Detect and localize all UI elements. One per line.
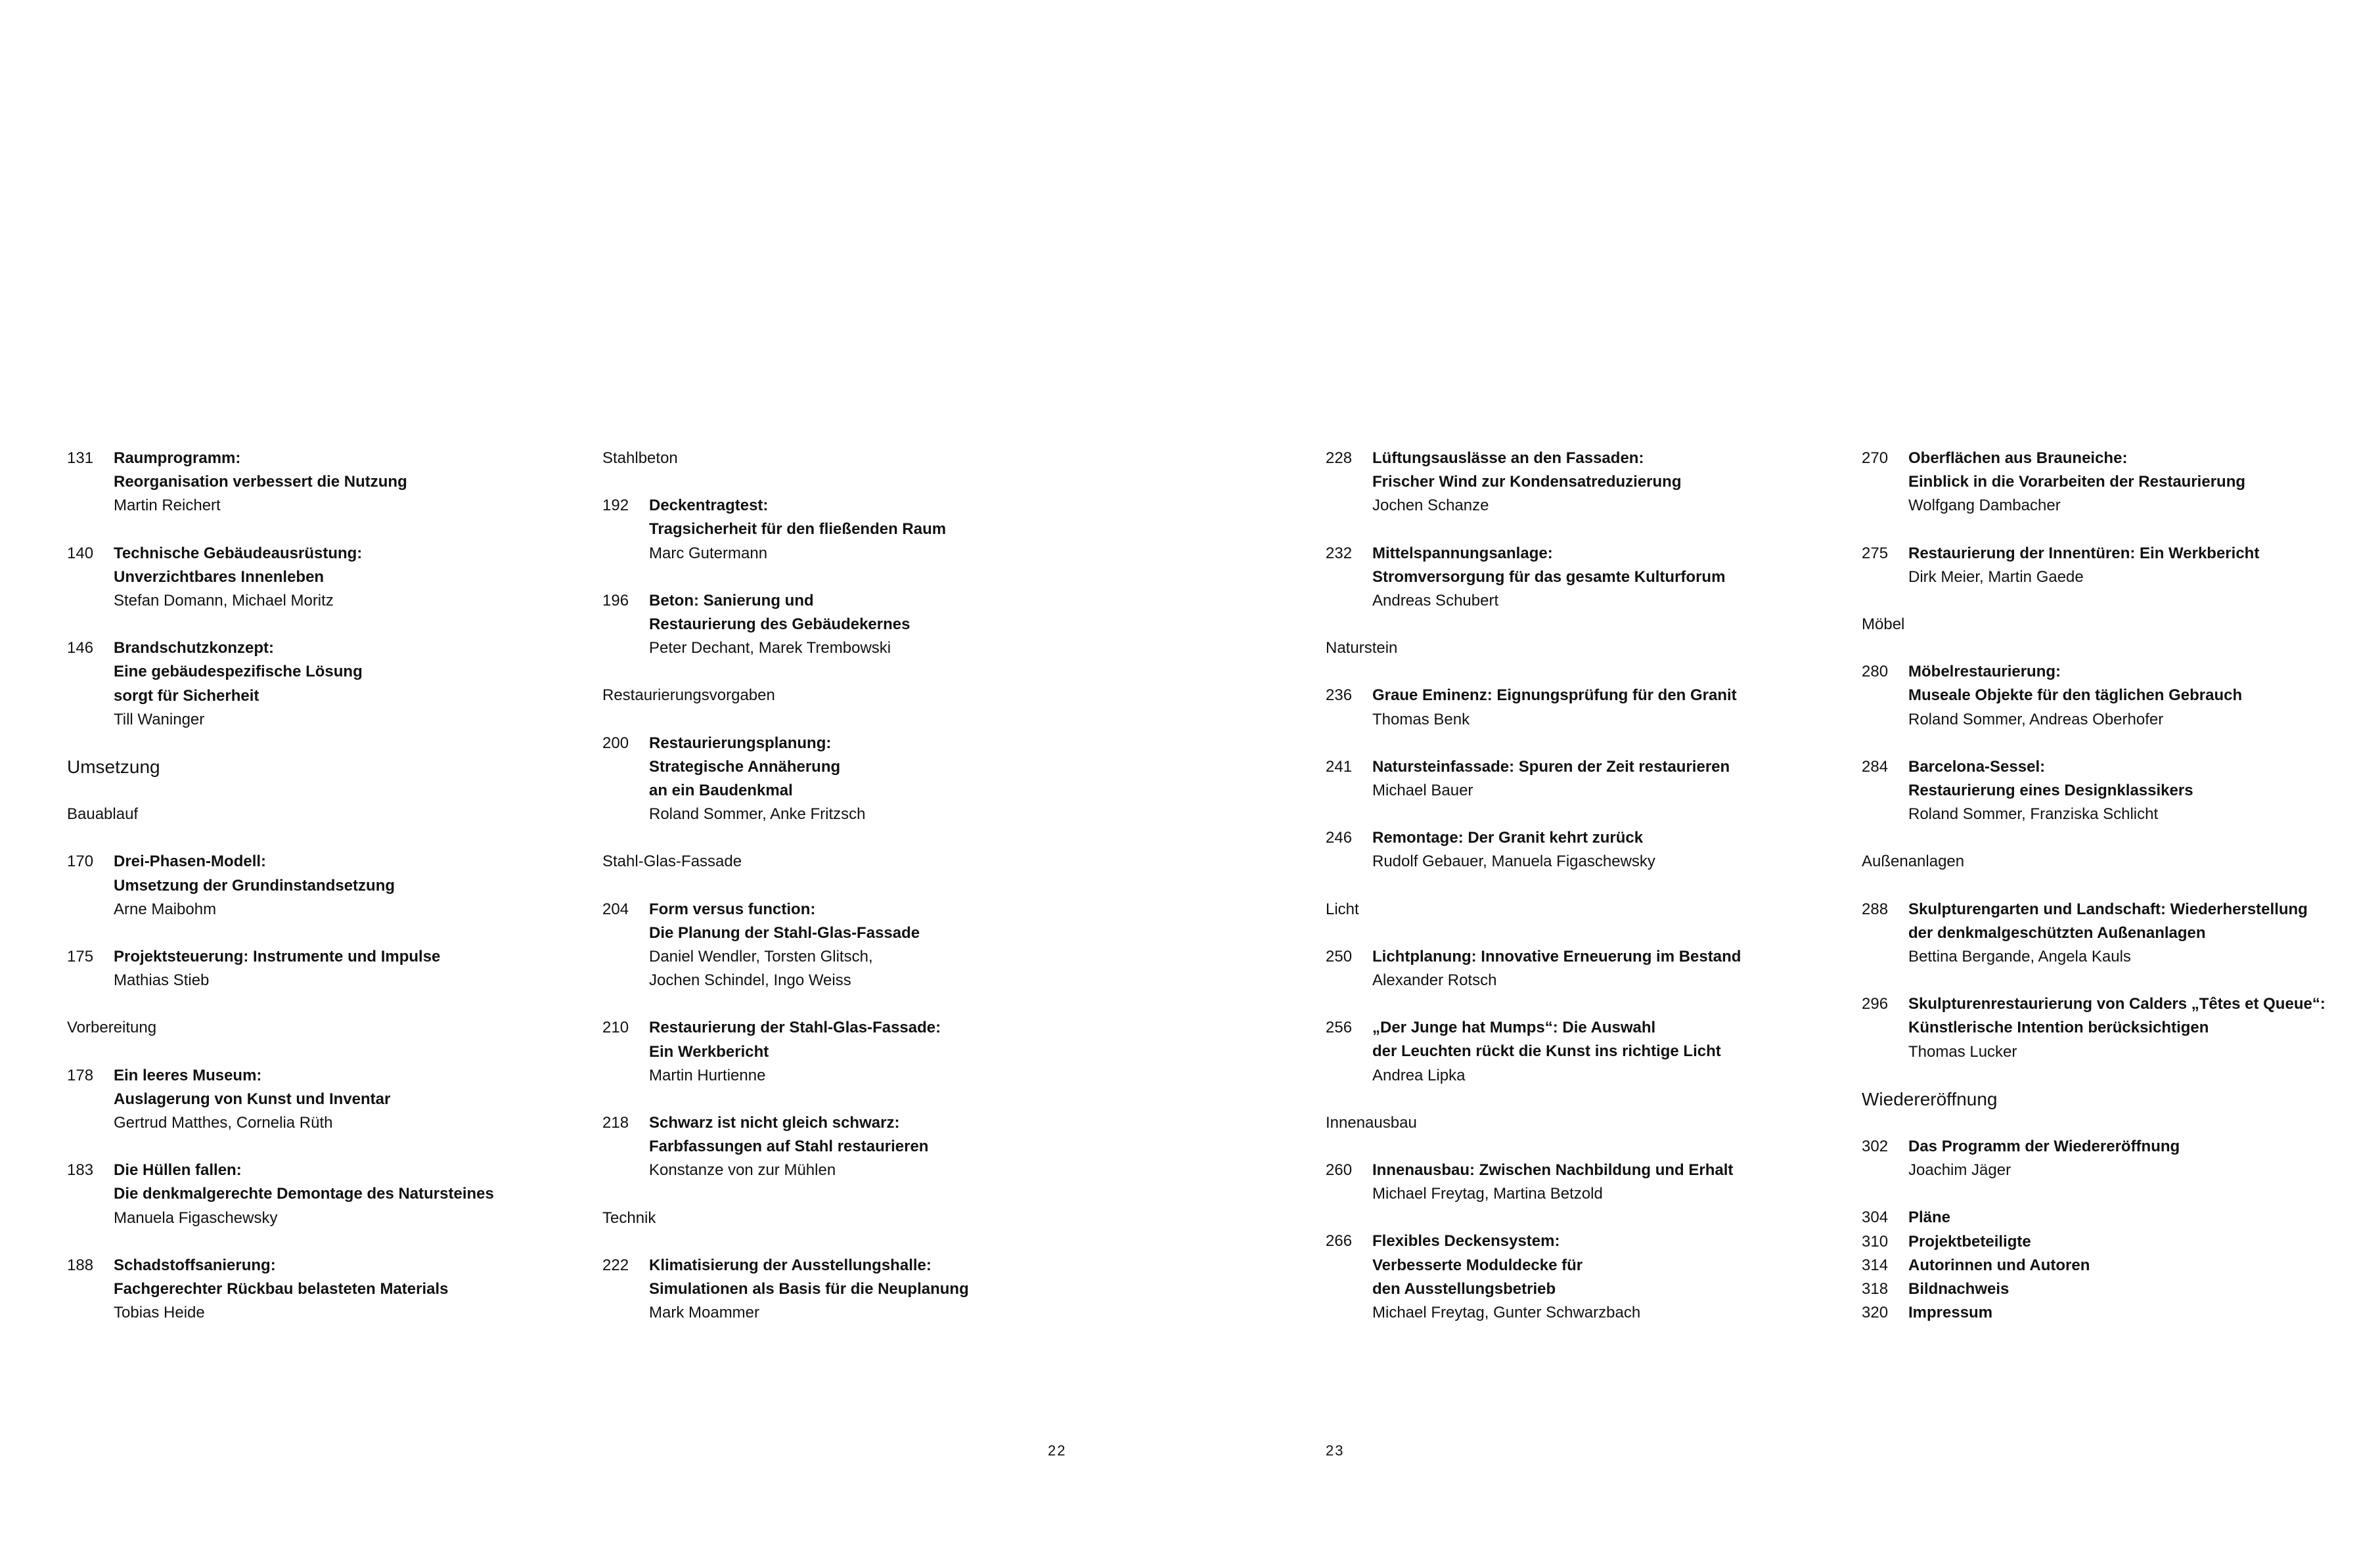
toc-entry-text xyxy=(1908,992,2361,1064)
toc-author-line: Mark Moammer xyxy=(649,1304,760,1322)
toc-entry xyxy=(1326,1016,1825,1088)
toc-title-line: Bildnachweis xyxy=(1908,1280,2010,1298)
toc-entry-text xyxy=(649,589,1102,661)
toc-author-line: Peter Dechant, Marek Trembowski xyxy=(649,639,891,657)
toc-page-number: 178 xyxy=(67,1066,94,1084)
toc-entry-text xyxy=(649,1111,1102,1183)
toc-subheading: Technik xyxy=(602,1208,656,1227)
toc-entry xyxy=(67,1254,566,1325)
toc-title-line: Oberflächen aus Brauneiche: xyxy=(1908,449,2128,467)
toc-author-line: Roland Sommer, Andreas Oberhofer xyxy=(1908,710,2164,728)
toc-title-line: Natursteinfassade: Spuren der Zeit restaurieren xyxy=(1372,757,1730,776)
toc-title-line: Einblick in die Vorarbeiten der Restaurierung xyxy=(1908,473,2246,491)
toc-entry xyxy=(1862,1230,2361,1254)
toc-entry-text xyxy=(1908,755,2361,827)
toc-author-line: Alexander Rotsch xyxy=(1372,971,1497,990)
toc-entry-text xyxy=(1908,1254,2361,1277)
toc-author-line: Jochen Schindel, Ingo Weiss xyxy=(649,971,851,990)
toc-title-line: Drei-Phasen-Modell: xyxy=(114,853,267,871)
toc-title-line: Lüftungsauslässe an den Fassaden: xyxy=(1372,449,1644,467)
toc-author-line: Michael Freytag, Gunter Schwarzbach xyxy=(1372,1304,1641,1322)
toc-entry xyxy=(1862,1206,2361,1230)
toc-page-number: 310 xyxy=(1862,1232,1889,1251)
toc-entry xyxy=(1862,542,2361,589)
toc-title-line: Projektbeteiligte xyxy=(1908,1232,2031,1251)
toc-page-number: 246 xyxy=(1326,829,1353,847)
toc-title-line: Pläne xyxy=(1908,1208,1951,1227)
toc-title-line: Impressum xyxy=(1908,1304,1993,1322)
toc-title-line: Autorinnen und Autoren xyxy=(1908,1256,2090,1274)
toc-author-line: Jochen Schanze xyxy=(1372,497,1489,515)
toc-title-line: Deckentragtest: xyxy=(649,497,769,515)
toc-author-line: Gertrud Matthes, Cornelia Rüth xyxy=(114,1114,333,1132)
toc-title-line: an ein Baudenkmal xyxy=(649,782,793,800)
toc-author-line: Till Waninger xyxy=(114,710,205,728)
toc-title-line: Schadstoffsanierung: xyxy=(114,1256,276,1274)
toc-column-4 xyxy=(1862,447,2361,1325)
toc-column-3 xyxy=(1326,447,1825,1348)
toc-entry-text xyxy=(1908,660,2361,732)
toc-title-line: Künstlerische Intention berücksichtigen xyxy=(1908,1019,2209,1037)
toc-title-line: Simulationen als Basis für die Neuplanung xyxy=(649,1280,969,1298)
toc-entry-text xyxy=(1908,447,2361,518)
toc-entry-text xyxy=(114,1254,566,1325)
toc-author-line: Roland Sommer, Franziska Schlicht xyxy=(1908,805,2159,824)
toc-title-line: Remontage: Der Granit kehrt zurück xyxy=(1372,829,1644,847)
toc-entry xyxy=(1326,447,1825,518)
toc-entry-text xyxy=(649,1016,1102,1088)
toc-page-number: 196 xyxy=(602,591,629,610)
toc-entry-text xyxy=(114,542,566,613)
toc-entry xyxy=(1326,1159,1825,1206)
toc-entry-text xyxy=(1908,1230,2361,1254)
toc-title-line: Die Planung der Stahl-Glas-Fassade xyxy=(649,923,920,942)
toc-author-line: Dirk Meier, Martin Gaede xyxy=(1908,567,2084,586)
toc-title-line: Skulpturenrestaurierung von Calders „Têtes et Queue“: xyxy=(1908,995,2325,1013)
toc-entry-text xyxy=(1372,826,1825,874)
toc-title-line: Reorganisation verbessert die Nutzung xyxy=(114,473,407,491)
toc-title-line: Stromversorgung für das gesamte Kulturforum xyxy=(1372,567,1726,586)
toc-title-line: „Der Junge hat Mumps“: Die Auswahl xyxy=(1372,1019,1656,1037)
toc-subheading: Restaurierungsvorgaben xyxy=(602,686,775,705)
toc-title-line: Auslagerung von Kunst und Inventar xyxy=(114,1090,391,1108)
toc-entry xyxy=(602,494,1102,565)
toc-page-number: 218 xyxy=(602,1114,629,1132)
toc-entry xyxy=(67,850,566,921)
toc-page-number: 314 xyxy=(1862,1256,1889,1274)
toc-entry-text xyxy=(1372,755,1825,803)
toc-page-number: 302 xyxy=(1862,1138,1889,1156)
toc-page-number: 266 xyxy=(1326,1232,1353,1251)
toc-entry xyxy=(1862,898,2361,969)
toc-page-number: 250 xyxy=(1326,947,1353,965)
toc-entry-text xyxy=(114,945,566,992)
toc-author-line: Marc Gutermann xyxy=(649,544,768,562)
toc-page-number: 232 xyxy=(1326,544,1353,562)
toc-entry xyxy=(67,1159,566,1230)
toc-author-line: Andreas Schubert xyxy=(1372,592,1499,610)
toc-author-line: Daniel Wendler, Torsten Glitsch, xyxy=(649,948,873,966)
toc-entry-text xyxy=(1372,542,1825,613)
toc-page-number: 260 xyxy=(1326,1161,1353,1180)
toc-author-line: Joachim Jäger xyxy=(1908,1161,2011,1180)
toc-author-line: Thomas Benk xyxy=(1372,710,1470,728)
toc-page-number: 256 xyxy=(1326,1019,1353,1037)
toc-title-line: der Leuchten rückt die Kunst ins richtige Licht xyxy=(1372,1042,1721,1061)
toc-entry-text xyxy=(1908,898,2361,969)
toc-subheading: Innenausbau xyxy=(1326,1113,1417,1132)
toc-entry-text xyxy=(114,850,566,921)
toc-entry xyxy=(1862,447,2361,518)
toc-entry xyxy=(1862,1277,2361,1301)
toc-page-number: 140 xyxy=(67,544,94,562)
toc-author-line: Konstanze von zur Mühlen xyxy=(649,1161,836,1180)
toc-subheading: Außenanlagen xyxy=(1862,853,1965,871)
toc-title-line: Restaurierung der Innentüren: Ein Werkbericht xyxy=(1908,544,2260,562)
toc-title-line: Frischer Wind zur Kondensatreduzierung xyxy=(1372,473,1682,491)
toc-subheading: Vorbereitung xyxy=(67,1019,157,1037)
toc-entry xyxy=(1862,1301,2361,1325)
toc-entry-text xyxy=(649,732,1102,827)
toc-title-line: Fachgerechter Rückbau belasteten Materials xyxy=(114,1280,449,1298)
toc-author-line: Stefan Domann, Michael Moritz xyxy=(114,592,334,610)
toc-entry-text xyxy=(649,898,1102,993)
toc-entry xyxy=(67,945,566,992)
toc-title-line: Ein Werkbericht xyxy=(649,1042,769,1061)
toc-author-line: Michael Freytag, Martina Betzold xyxy=(1372,1185,1603,1203)
toc-page-number: 183 xyxy=(67,1161,94,1180)
toc-title-line: Umsetzung der Grundinstandsetzung xyxy=(114,876,395,895)
toc-subheading: Stahl-Glas-Fassade xyxy=(602,853,742,871)
toc-title-line: Brandschutzkonzept: xyxy=(114,639,275,657)
toc-title-line: Raumprogramm: xyxy=(114,449,241,467)
toc-entry-text xyxy=(1908,1206,2361,1230)
toc-title-line: Restaurierung der Stahl-Glas-Fassade: xyxy=(649,1019,941,1037)
toc-entry-text xyxy=(1908,1277,2361,1301)
toc-author-line: Tobias Heide xyxy=(114,1304,205,1322)
toc-author-line: Mathias Stieb xyxy=(114,971,210,990)
toc-entry-text xyxy=(114,1159,566,1230)
toc-column-2 xyxy=(602,447,1102,1348)
toc-title-line: Restaurierung eines Designklassikers xyxy=(1908,782,2193,800)
toc-column-1 xyxy=(67,447,566,1348)
toc-section-heading: Umsetzung xyxy=(67,757,160,778)
toc-title-line: Das Programm der Wiedereröffnung xyxy=(1908,1138,2180,1156)
toc-author-line: Roland Sommer, Anke Fritzsch xyxy=(649,805,866,824)
toc-entry-text xyxy=(1372,1016,1825,1088)
toc-title-line: Ein leeres Museum: xyxy=(114,1066,262,1084)
toc-page-number: 241 xyxy=(1326,757,1353,776)
toc-entry-text xyxy=(114,1064,566,1136)
toc-author-line: Martin Reichert xyxy=(114,497,221,515)
toc-entry-text xyxy=(1372,447,1825,518)
toc-title-line: Beton: Sanierung und xyxy=(649,591,814,610)
toc-entry xyxy=(1862,660,2361,732)
page-number-right: 23 xyxy=(1326,1442,1345,1459)
toc-page-number: 146 xyxy=(67,639,94,657)
toc-page-number: 304 xyxy=(1862,1208,1889,1227)
toc-entry-text xyxy=(1908,1301,2361,1325)
toc-author-line: Bettina Bergande, Angela Kauls xyxy=(1908,948,2131,966)
toc-page-number: 192 xyxy=(602,497,629,515)
toc-page-number: 280 xyxy=(1862,663,1889,681)
toc-page-number: 204 xyxy=(602,900,629,918)
toc-title-line: Barcelona-Sessel: xyxy=(1908,757,2046,776)
toc-title-line: Klimatisierung der Ausstellungshalle: xyxy=(649,1256,932,1274)
toc-page-number: 296 xyxy=(1862,995,1889,1013)
toc-title-line: Lichtplanung: Innovative Erneuerung im Bestand xyxy=(1372,947,1741,965)
page-number-left: 22 xyxy=(1048,1442,1067,1459)
toc-page-number: 270 xyxy=(1862,449,1889,467)
toc-entry-text xyxy=(114,447,566,518)
toc-subheading: Licht xyxy=(1326,900,1359,918)
toc-entry xyxy=(602,1254,1102,1325)
toc-title-line: der denkmalgeschützten Außenanlagen xyxy=(1908,923,2206,942)
toc-author-line: Rudolf Gebauer, Manuela Figaschewsky xyxy=(1372,853,1655,871)
toc-title-line: Flexibles Deckensystem: xyxy=(1372,1232,1560,1251)
toc-entry-text xyxy=(649,1254,1102,1325)
toc-entry-text xyxy=(1372,684,1825,731)
toc-title-line: Technische Gebäudeausrüstung: xyxy=(114,544,363,562)
toc-entry-text xyxy=(649,494,1102,565)
toc-title-line: Restaurierung des Gebäudekernes xyxy=(649,615,910,634)
toc-page-number: 188 xyxy=(67,1256,94,1274)
toc-page-number: 320 xyxy=(1862,1304,1889,1322)
toc-entry xyxy=(67,447,566,518)
toc-title-line: Eine gebäudespezifische Lösung xyxy=(114,663,363,681)
toc-author-line: Thomas Lucker xyxy=(1908,1042,2017,1061)
toc-entry-text xyxy=(114,636,566,732)
toc-author-line: Manuela Figaschewsky xyxy=(114,1208,278,1227)
toc-entry xyxy=(1862,1135,2361,1182)
toc-entry xyxy=(602,732,1102,827)
toc-subheading: Naturstein xyxy=(1326,639,1398,657)
toc-page-number: 318 xyxy=(1862,1280,1889,1298)
toc-title-line: Unverzichtbares Innenleben xyxy=(114,567,325,586)
toc-page-number: 170 xyxy=(67,853,94,871)
toc-entry xyxy=(1326,826,1825,874)
toc-title-line: Graue Eminenz: Eignungsprüfung für den Granit xyxy=(1372,686,1737,705)
toc-page-number: 228 xyxy=(1326,449,1353,467)
toc-page-number: 210 xyxy=(602,1019,629,1037)
toc-entry xyxy=(1326,755,1825,803)
toc-entry xyxy=(1326,945,1825,992)
toc-entry xyxy=(67,636,566,732)
toc-author-line: Andrea Lipka xyxy=(1372,1066,1466,1084)
toc-title-line: Projektsteuerung: Instrumente und Impulse xyxy=(114,948,441,966)
toc-title-line: Museale Objekte für den täglichen Gebrauch xyxy=(1908,686,2243,705)
toc-entry-text xyxy=(1372,1230,1825,1325)
toc-subheading: Stahlbeton xyxy=(602,449,678,467)
toc-page-number: 284 xyxy=(1862,757,1889,776)
toc-entry xyxy=(1862,992,2361,1064)
toc-entry xyxy=(1862,755,2361,827)
toc-title-line: Die denkmalgerechte Demontage des Natursteines xyxy=(114,1185,494,1203)
toc-subheading: Bauablauf xyxy=(67,805,139,824)
toc-entry xyxy=(1326,1230,1825,1325)
toc-title-line: Form versus function: xyxy=(649,900,816,918)
toc-entry xyxy=(602,589,1102,661)
toc-entry xyxy=(1326,542,1825,613)
toc-entry xyxy=(67,542,566,613)
toc-subheading: Möbel xyxy=(1862,615,1905,634)
toc-page-number: 288 xyxy=(1862,900,1889,918)
toc-entry xyxy=(602,898,1102,993)
toc-section-heading: Wiedereröffnung xyxy=(1862,1088,1998,1109)
toc-page-number: 236 xyxy=(1326,686,1353,705)
toc-title-line: Die Hüllen fallen: xyxy=(114,1161,242,1180)
toc-title-line: Schwarz ist nicht gleich schwarz: xyxy=(649,1114,900,1132)
toc-title-line: Innenausbau: Zwischen Nachbildung und Erhalt xyxy=(1372,1161,1734,1180)
toc-entry xyxy=(602,1111,1102,1183)
toc-entry-text xyxy=(1372,945,1825,992)
toc-author-line: Wolfgang Dambacher xyxy=(1908,497,2061,515)
toc-title-line: den Ausstellungsbetrieb xyxy=(1372,1279,1556,1298)
toc-author-line: Arne Maibohm xyxy=(114,900,217,918)
toc-entry xyxy=(1862,1254,2361,1277)
toc-title-line: Restaurierungsplanung: xyxy=(649,734,832,752)
toc-title-line: Strategische Annäherung xyxy=(649,757,841,776)
toc-entry-text xyxy=(1372,1159,1825,1206)
toc-title-line: Möbelrestaurierung: xyxy=(1908,663,2061,681)
toc-author-line: Martin Hurtienne xyxy=(649,1066,766,1084)
toc-page-number: 275 xyxy=(1862,544,1889,562)
toc-title-line: Farbfassungen auf Stahl restaurieren xyxy=(649,1138,929,1156)
toc-page-number: 175 xyxy=(67,948,94,966)
toc-page-number: 200 xyxy=(602,734,629,752)
toc-title-line: Verbesserte Moduldecke für xyxy=(1372,1256,1583,1274)
toc-entry-text xyxy=(1908,1135,2361,1182)
toc-title-line: Skulpturengarten und Landschaft: Wiederherstellung xyxy=(1908,900,2308,918)
toc-author-line: Michael Bauer xyxy=(1372,782,1473,800)
toc-title-line: Tragsicherheit für den fließenden Raum xyxy=(649,520,947,539)
toc-entry xyxy=(67,1064,566,1136)
toc-entry xyxy=(602,1016,1102,1088)
toc-title-line: Mittelspannungsanlage: xyxy=(1372,544,1553,562)
toc-page-number: 222 xyxy=(602,1256,629,1274)
toc-entry xyxy=(1326,684,1825,731)
toc-page-number: 131 xyxy=(67,449,94,467)
toc-entry-text xyxy=(1908,542,2361,589)
toc-title-line: sorgt für Sicherheit xyxy=(114,686,259,705)
